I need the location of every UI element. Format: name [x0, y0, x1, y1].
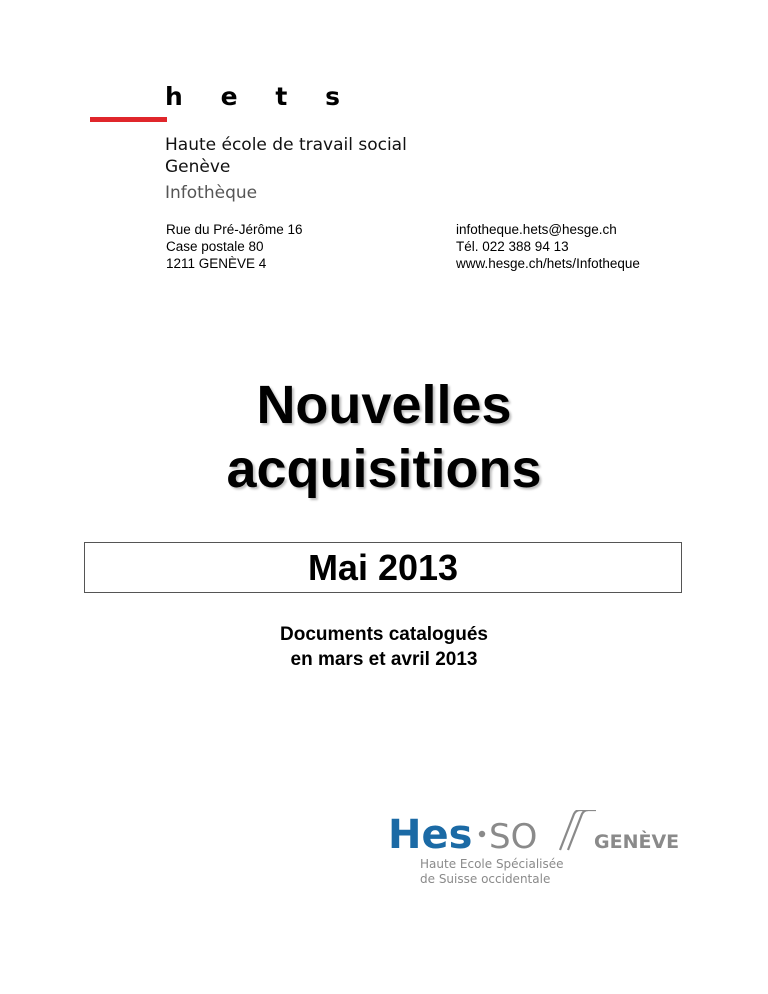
contact-email: infotheque.hets@hesge.ch	[456, 222, 617, 237]
hets-logo-letters	[165, 82, 340, 112]
postal-address	[166, 221, 303, 272]
hets-letter-s: s	[325, 82, 340, 111]
issue-month-box: Mai 2013	[84, 542, 682, 593]
logo-hes-text: Hes	[388, 812, 473, 858]
hets-letter-t: t	[275, 82, 288, 111]
subtitle-line1: Documents catalogués	[280, 624, 488, 645]
logo-so-text: SO	[489, 817, 538, 857]
hets-letter-h: h	[165, 82, 183, 111]
document-title	[0, 373, 768, 501]
hets-letter-e: e	[220, 82, 238, 111]
contact-info	[456, 221, 640, 272]
subtitle-line2: en mars et avril 2013	[290, 649, 478, 670]
department-name: Infothèque	[165, 183, 258, 203]
logo-geneve-text: GENÈVE	[594, 831, 680, 853]
contact-phone: Tél. 022 388 94 13	[456, 239, 569, 254]
contact-website: www.hesge.ch/hets/Infotheque	[456, 256, 640, 271]
school-name-line2: Genève	[165, 157, 231, 177]
title-line2: acquisitions	[226, 439, 542, 499]
title-line1: Nouvelles	[256, 375, 512, 435]
address-po-box: Case postale 80	[166, 239, 264, 254]
school-name-line1: Haute école de travail social	[165, 135, 407, 155]
document-subtitle	[0, 622, 768, 672]
logo-tagline2: de Suisse occidentale	[420, 872, 551, 886]
logo-slashes-mark	[560, 810, 596, 850]
hes-so-geneve-logo	[388, 810, 688, 890]
school-name	[165, 134, 407, 178]
logo-tagline1: Haute Ecole Spécialisée	[420, 857, 564, 871]
logo-dot	[479, 831, 485, 837]
address-street: Rue du Pré-Jérôme 16	[166, 222, 303, 237]
address-city: 1211 GENÈVE 4	[166, 256, 267, 271]
red-accent-bar	[90, 117, 167, 122]
